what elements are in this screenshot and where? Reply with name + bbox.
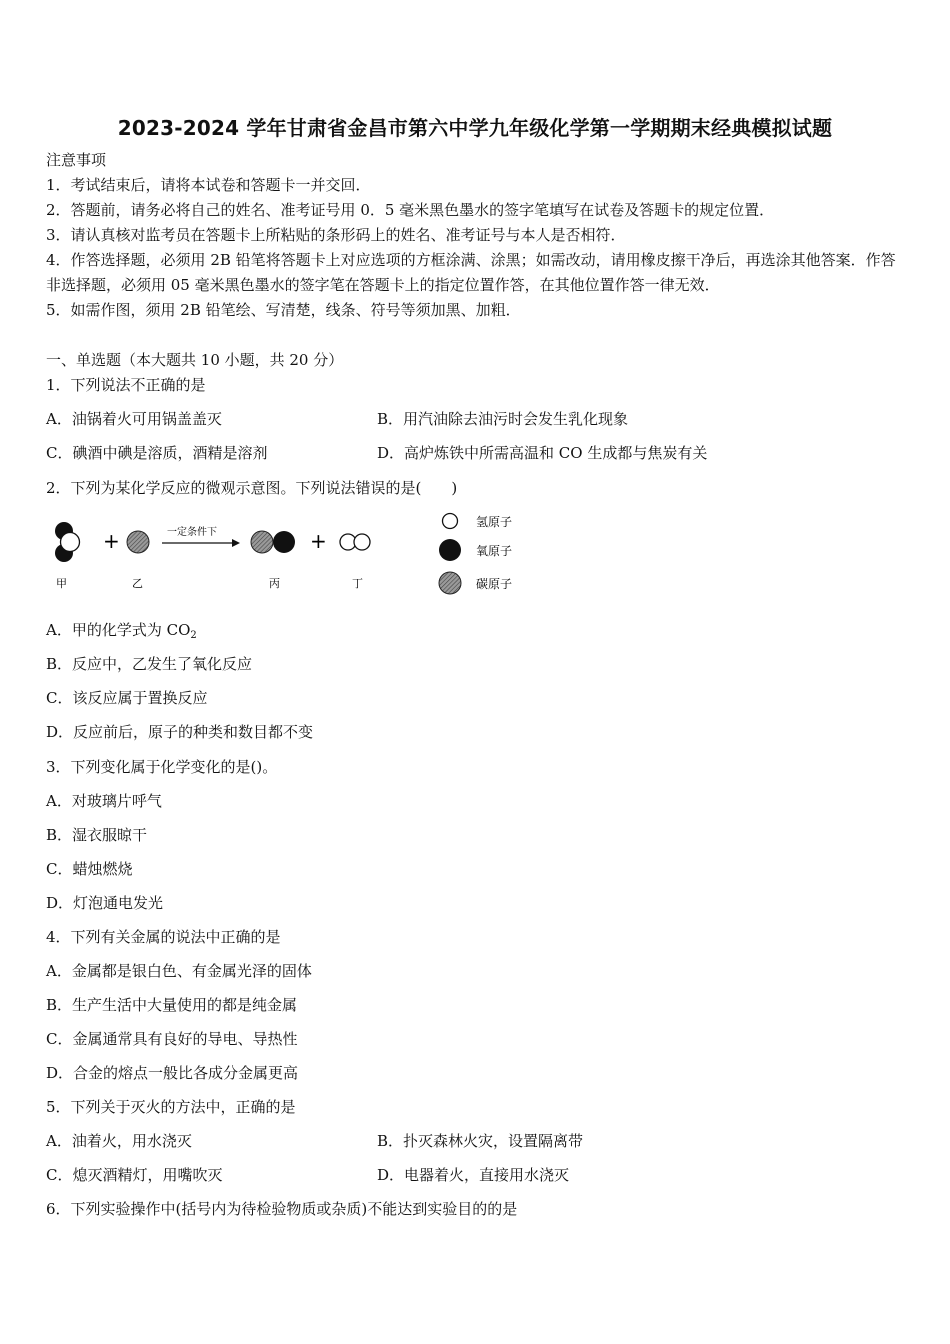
reaction-arrow (162, 525, 240, 547)
carbon-atom (251, 531, 273, 553)
option-b: B．生产生活中大量使用的都是纯金属 (46, 996, 298, 1014)
option-b: B．扑灭森林火灾，设置隔离带 (377, 1132, 584, 1150)
notice-item: 3．请认真核对监考员在答题卡上所粘贴的条形码上的姓名、准考证号与本人是否相符． (46, 226, 626, 244)
label-ding: 丁 (352, 577, 363, 590)
notice-heading: 注意事项 (46, 151, 107, 169)
option-d: D．合金的熔点一般比各成分金属更高 (46, 1064, 299, 1082)
carbon-atom (439, 572, 461, 594)
hydrogen-atom (443, 514, 458, 529)
reaction-diagram (40, 505, 560, 605)
notice-item: 2．答题前，请务必将自己的姓名、准考证号用 0．5 毫米黑色墨水的签字笔填写在试卷及答题卡的规定位置． (46, 201, 775, 219)
option-a: A．油着火，用水浇灭 (46, 1132, 192, 1150)
plus-sign: + (103, 529, 120, 553)
label-jia: 甲 (56, 577, 67, 590)
legend-label: 氢原子 (476, 515, 513, 529)
question-stem: 5．下列关于灭火的方法中，正确的是 (46, 1098, 296, 1116)
notice-item: 1．考试结束后，请将本试卷和答题卡一并交回． (46, 176, 371, 194)
option-c: C．蜡烛燃烧 (46, 860, 133, 878)
reaction-diagram-svg (40, 505, 560, 605)
notice-item: 5．如需作图，须用 2B 铅笔绘、写清楚，线条、符号等须加黑、加粗． (46, 301, 521, 319)
notice-item: 4．作答选择题，必须用 2B 铅笔将答题卡上对应选项的方框涂满、涂黑；如需改动，请用橡皮擦干净后，再选涂其他答案．作答非选择题，必须用 05 毫米黑色墨水的签字笔在答题卡上的指定位置作答，在其他位置作答一律无效． (46, 251, 896, 294)
option-a: A．金属都是银白色、有金属光泽的固体 (46, 962, 312, 980)
option-b: B．反应中，乙发生了氧化反应 (46, 655, 253, 673)
reaction-condition: 一定条件下 (167, 527, 217, 538)
oxygen-atom (273, 531, 295, 553)
option-d: D．灯泡通电发光 (46, 894, 164, 912)
label-yi: 乙 (132, 577, 143, 590)
option-a: A．油锅着火可用锅盖盖灭 (46, 410, 222, 428)
label-bing: 丙 (269, 577, 280, 590)
section-heading: 一、单选题（本大题共 10 小题，共 20 分） (46, 351, 344, 369)
option-c: C．该反应属于置换反应 (46, 689, 208, 707)
option-c: C．碘酒中碘是溶质，酒精是溶剂 (46, 444, 268, 462)
legend-label: 碳原子 (476, 577, 513, 591)
option-d: D．高炉炼铁中所需高温和 CO 生成都与焦炭有关 (377, 444, 708, 462)
legend-label: 氧原子 (476, 544, 513, 558)
option-b: B．用汽油除去油污时会发生乳化现象 (377, 410, 629, 428)
question-stem: 3．下列变化属于化学变化的是()。 (46, 758, 278, 776)
option-b: B．湿衣服晾干 (46, 826, 148, 844)
question-stem: 1．下列说法不正确的是 (46, 376, 206, 394)
option-a-text: A．甲的化学式为 CO (46, 621, 191, 639)
hydrogen-atom (354, 534, 370, 550)
molecule-jia (55, 522, 80, 562)
subscript: 2 (190, 630, 197, 641)
carbon-atom (127, 531, 149, 553)
option-d: D．电器着火，直接用水浇灭 (377, 1166, 570, 1184)
question-stem: 2．下列为某化学反应的微观示意图。下列说法错误的是( ) (46, 479, 458, 497)
option-d: D．反应前后，原子的种类和数目都不变 (46, 723, 314, 741)
question-stem: 6．下列实验操作中(括号内为待检验物质或杂质)不能达到实验目的的是 (46, 1200, 518, 1218)
diagram-legend (439, 514, 512, 595)
molecule-bing (251, 531, 295, 553)
option-c: C．熄灭酒精灯，用嘴吹灭 (46, 1166, 223, 1184)
question-stem: 4．下列有关金属的说法中正确的是 (46, 928, 281, 946)
option-c: C．金属通常具有良好的导电、导热性 (46, 1030, 298, 1048)
hydrogen-atom (61, 533, 80, 552)
option-a: A．对玻璃片呼气 (46, 792, 162, 810)
exam-title: 2023-2024 学年甘肃省金昌市第六中学九年级化学第一学期期末经典模拟试题 (117, 116, 833, 140)
option-a (46, 620, 197, 646)
molecule-ding (340, 534, 370, 550)
plus-sign: + (310, 529, 327, 553)
oxygen-atom (439, 539, 461, 561)
